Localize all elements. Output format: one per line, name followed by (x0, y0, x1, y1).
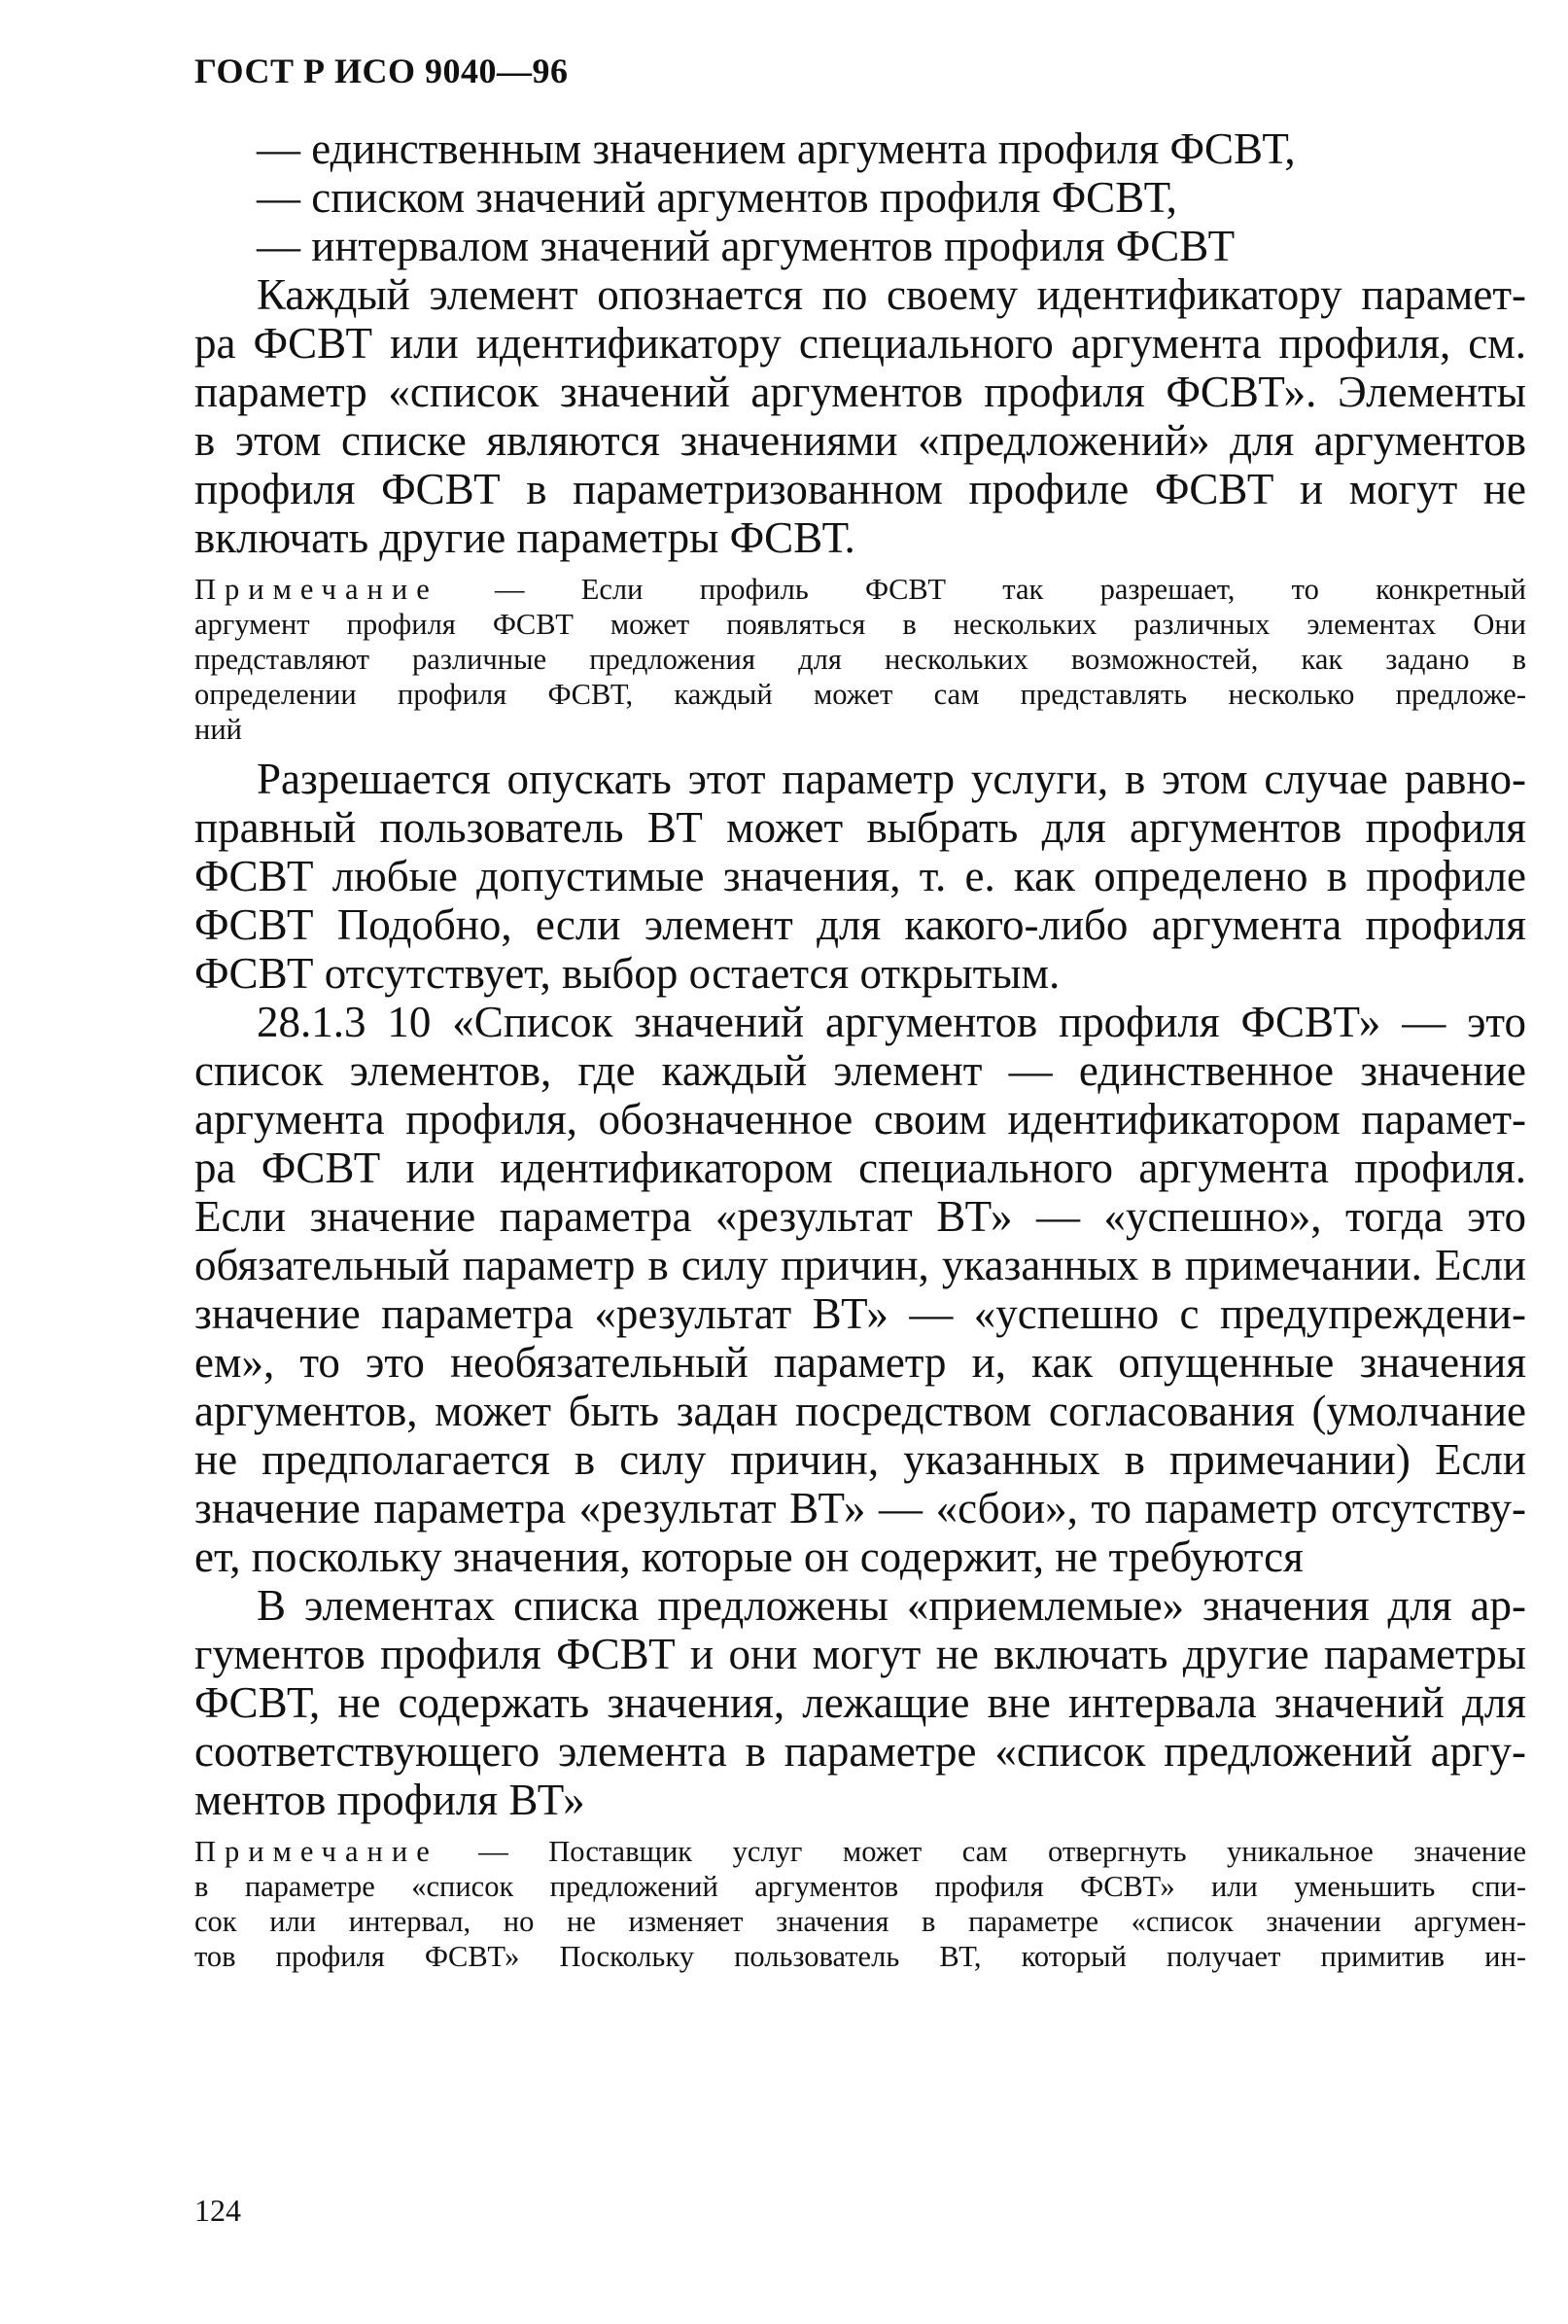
text-line: аргументов, может быть задан посредством согласования (умолчание (194, 1387, 1526, 1435)
text-line: Если значение параметра «результат ВТ» — «успешно», тогда это (194, 1192, 1526, 1241)
note-line: аргумент профиля ФСВТ может появляться в нескольких различных элементах Они (194, 608, 1526, 641)
text-line: соответствующего элемента в параметре «список предложений аргу- (194, 1727, 1526, 1776)
text-line: ра ФСВТ или идентификатору специального аргумента профиля, см. (194, 319, 1526, 368)
note-text: — Поставщик услуг может сам отвергнуть уникальное значение (437, 1835, 1526, 1868)
note-block (194, 572, 1526, 747)
list-item: — списком значений аргументов профиля ФСВТ, (257, 173, 1177, 222)
text-line: ет, поскольку значения, которые он содержит, не требуются (194, 1532, 1304, 1581)
text-line: Каждый элемент опознается по своему идентификатору парамет- (257, 270, 1526, 319)
list-item: — единственным значением аргумента профиля ФСВТ, (257, 124, 1296, 173)
note-line: в параметре «список предложений аргументов профиля ФСВТ» или уменьшить спи- (194, 1870, 1526, 1903)
text-line: ФСВТ отсутствует, выбор остается открытым. (194, 949, 1061, 998)
page-number: 124 (194, 2193, 241, 2228)
text-line: не предполагается в силу причин, указанных в примечании) Если (194, 1435, 1526, 1484)
text-line: значение параметра «результат ВТ» — «сбои», то параметр отсутству- (194, 1484, 1526, 1532)
paragraph (194, 755, 1526, 998)
note-text: — Если профиль ФСВТ так разрешает, то конкретный (437, 573, 1526, 606)
note-label: Примечание (194, 573, 438, 606)
text-line: значение параметра «результат ВТ» — «успешно с предупреждени- (194, 1289, 1526, 1338)
text-line: ФСВТ любые допустимые значения, т. е. как определено в профиле (194, 852, 1526, 900)
note-line: ний (194, 713, 242, 746)
text-line: Разрешается опускать этот параметр услуги, в этом случае равно- (257, 755, 1526, 803)
note-line: тов профиля ФСВТ» Поскольку пользователь ВТ, который получает примитив ин- (194, 1940, 1526, 1973)
text-line: правный пользователь ВТ может выбрать для аргументов профиля (194, 803, 1526, 852)
text-line: гументов профиля ФСВТ и они могут не включать другие параметры (194, 1630, 1526, 1678)
note-block (194, 1834, 1526, 1974)
paragraph (194, 270, 1526, 562)
text-line: В элементах списка предложены «приемлемые» значения для ар- (257, 1581, 1526, 1630)
text-line: профиля ФСВТ в параметризованном профиле ФСВТ и могут не (194, 465, 1526, 513)
text-line: параметр «список значений аргументов профиля ФСВТ». Элементы (194, 368, 1526, 416)
text-line: список элементов, где каждый элемент — единственное значение (194, 1046, 1526, 1095)
note-first-line (194, 572, 1526, 607)
note-label: Примечание (194, 1835, 438, 1868)
text-line: ментов профиля ВТ» (194, 1776, 585, 1824)
text-line: ра ФСВТ или идентификатором специального аргумента профиля. (194, 1144, 1526, 1192)
text-line: ем», то это необязательный параметр и, как опущенные значения (194, 1338, 1526, 1387)
page-header: ГОСТ Р ИСО 9040—96 (194, 52, 569, 90)
note-line: представляют различные предложения для нескольких возможностей, как задано в (194, 643, 1526, 676)
note-line: определении профиля ФСВТ, каждый может сам представлять несколько предложе- (194, 678, 1526, 711)
document-body (194, 124, 1526, 1982)
list-item: — интервалом значений аргументов профиля ФСВТ (257, 222, 1236, 270)
text-line: ФСВТ Подобно, если элемент для какого-либо аргумента профиля (194, 900, 1526, 949)
text-line: 28.1.3 10 «Список значений аргументов профиля ФСВТ» — это (257, 998, 1526, 1046)
text-line: в этом списке являются значениями «предложений» для аргументов (194, 416, 1526, 465)
text-line: аргумента профиля, обозначенное своим идентификатором парамет- (194, 1095, 1526, 1144)
note-first-line (194, 1834, 1526, 1869)
list-block (194, 124, 1526, 270)
text-line: включать другие параметры ФСВТ. (194, 513, 855, 562)
text-line: обязательный параметр в силу причин, указанных в примечании. Если (194, 1241, 1526, 1289)
note-line: сок или интервал, но не изменяет значения в параметре «список значении аргумен- (194, 1905, 1526, 1938)
text-line: ФСВТ, не содержать значения, лежащие вне интервала значений для (194, 1678, 1526, 1727)
paragraph (194, 1581, 1526, 1824)
paragraph (194, 998, 1526, 1581)
